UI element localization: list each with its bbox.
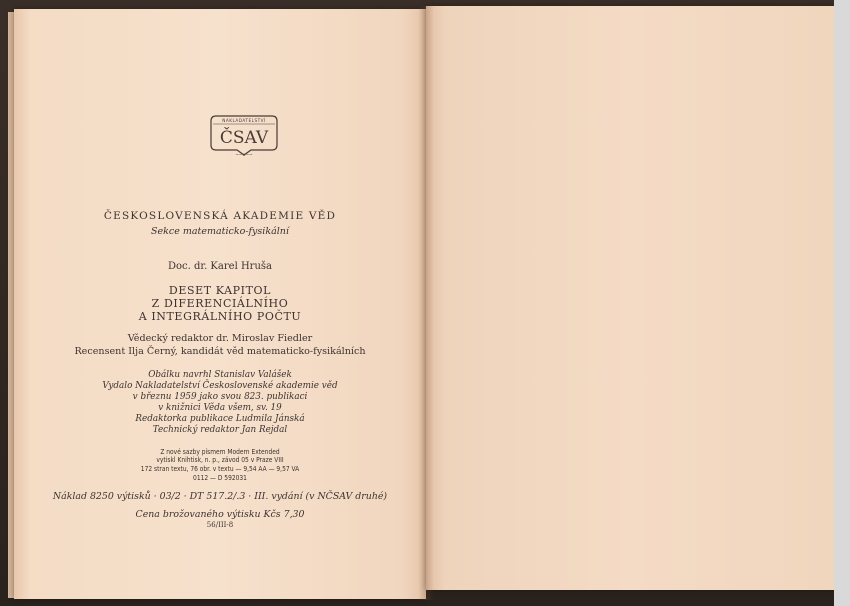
colophon-line: v březnu 1959 jako svou 823. publikaci	[132, 392, 308, 402]
print-info-line: vytiskl Knihtisk, n. p., závod 05 v Praze VIII	[156, 456, 284, 464]
academy-name: ČESKOSLOVENSKÁ AKADEMIE VĚD	[103, 210, 337, 222]
colophon-line: v knižnici Věda všem, sv. 19	[158, 403, 282, 413]
svg-text:~~★~~: ~~★~~	[235, 152, 253, 157]
colophon-line: Redaktorka publikace Ludmila Jánská	[135, 414, 305, 424]
colophon-line: Obálku navrhl Stanislav Valášek	[148, 370, 292, 380]
print-run: Náklad 8250 výtisků · 03/2 · DT 517.2/.3 · III. vydání (v NČSAV druhé)	[52, 491, 388, 502]
colophon-line: Vydalo Nakladatelství Československé akademie věd	[102, 381, 338, 391]
book-title-line-2: Z DIFERENCIÁLNÍHO	[151, 297, 289, 310]
reviewer: Recensent Ilja Černý, kandidát věd matematicko-fysikálních	[74, 346, 366, 357]
book-title-line-3: A INTEGRÁLNÍHO POČTU	[138, 310, 302, 323]
logo-top-text: NAKLADATELSTVÍ	[222, 118, 266, 123]
logo-main-text: ČSAV	[219, 128, 269, 148]
csav-logo-icon	[207, 112, 281, 158]
print-info-line: Z nové sazby písmem Modern Extended	[160, 448, 280, 456]
background-strip	[834, 0, 850, 606]
price: Cena brožovaného výtisku Kčs 7,30	[135, 509, 305, 520]
scientific-editor: Vědecký redaktor dr. Miroslav Fiedler	[127, 333, 313, 344]
section-name: Sekce matematicko-fysikální	[151, 226, 289, 237]
print-info-line: 172 stran textu, 76 obr. v textu — 9,54 AA — 9,57 VA	[140, 465, 300, 473]
book-title-line-1: DESET KAPITOL	[168, 284, 272, 297]
catalog-code: 56/III-8	[206, 521, 234, 529]
colophon-line: Technický redaktor Jan Rejdal	[152, 425, 288, 435]
csav-logo	[207, 112, 281, 158]
author: Doc. dr. Karel Hruša	[168, 261, 272, 272]
right-page	[426, 6, 834, 590]
print-info-line: 0112 — D 592031	[193, 474, 247, 482]
